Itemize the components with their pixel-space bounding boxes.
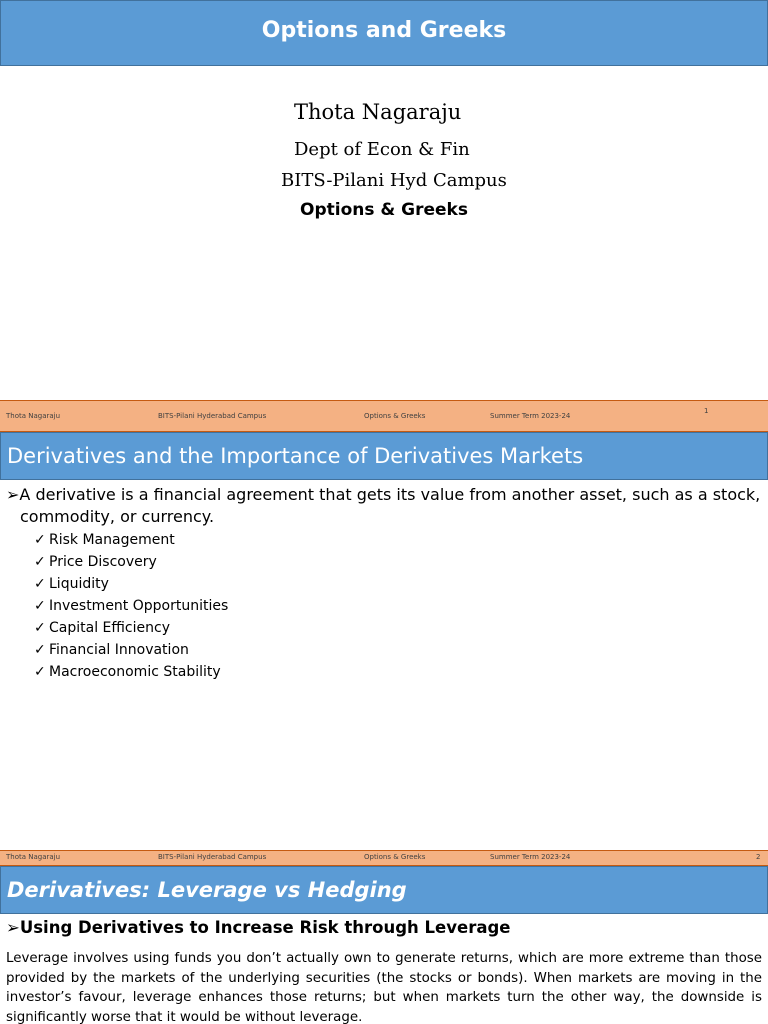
checkmark-icon: ✓ xyxy=(34,620,46,636)
main-bullet xyxy=(6,484,768,528)
benefits-list xyxy=(34,529,228,683)
footer-campus: BITS-Pilani Hyderabad Campus xyxy=(158,853,267,861)
leverage-slide xyxy=(0,866,768,1024)
list-item: ✓ Risk Management xyxy=(34,529,228,551)
slide-title: Derivatives: Leverage vs Hedging xyxy=(7,878,407,902)
department: Dept of Econ & Fin xyxy=(294,139,470,160)
title-slide xyxy=(0,0,768,400)
slide-footer xyxy=(0,850,768,866)
footer-campus: BITS-Pilani Hyderabad Campus xyxy=(158,412,267,420)
footer-term: Summer Term 2023-24 xyxy=(490,412,571,420)
slide-footer xyxy=(0,400,768,432)
checkmark-icon: ✓ xyxy=(34,598,46,614)
list-item: ✓ Investment Opportunities xyxy=(34,595,228,617)
slide-title: Derivatives and the Importance of Derivatives Markets xyxy=(7,444,584,468)
slide-title-bar xyxy=(0,432,768,480)
arrow-bullet-icon: ➢ xyxy=(6,485,20,504)
footer-term: Summer Term 2023-24 xyxy=(490,853,571,861)
checkmark-icon: ✓ xyxy=(34,576,46,592)
section-heading xyxy=(6,917,510,939)
derivatives-slide xyxy=(0,432,768,850)
slide-title-bar xyxy=(0,866,768,914)
checkmark-icon: ✓ xyxy=(34,664,46,680)
footer-course: Options & Greeks xyxy=(364,412,426,420)
list-item: ✓ Liquidity xyxy=(34,573,228,595)
main-bullet-text: A derivative is a financial agreement that gets its value from another asset, such as a stock, commodity, or currency. xyxy=(19,485,761,526)
checkmark-icon: ✓ xyxy=(34,554,46,570)
checkmark-icon: ✓ xyxy=(34,532,46,548)
slide-title-bar xyxy=(0,0,768,66)
checkmark-icon: ✓ xyxy=(34,642,46,658)
footer-author: Thota Nagaraju xyxy=(6,412,61,420)
section-heading-text: Using Derivatives to Increase Risk through Leverage xyxy=(19,918,511,937)
author-name: Thota Nagaraju xyxy=(294,100,462,124)
campus: BITS-Pilani Hyd Campus xyxy=(281,170,507,191)
slide-subtitle: Options & Greeks xyxy=(300,200,468,220)
slide-title: Options and Greeks xyxy=(261,18,507,43)
body-paragraph: Leverage involves using funds you don’t actually own to generate returns, which are more extreme than those provided by the markets of the underlying securities (the stocks or bonds). When markets are moving in the investor’s favour, leverage enhances those returns; but when markets turn the other way, the downside is significantly worse that it would be without leverage. xyxy=(6,951,762,1024)
footer-page-number: 1 xyxy=(704,407,709,415)
footer-course: Options & Greeks xyxy=(364,853,426,861)
list-item: ✓ Price Discovery xyxy=(34,551,228,573)
arrow-bullet-icon: ➢ xyxy=(6,918,20,937)
list-item: ✓ Macroeconomic Stability xyxy=(34,661,228,683)
footer-page-number: 2 xyxy=(756,853,761,861)
list-item: ✓ Financial Innovation xyxy=(34,639,228,661)
footer-author: Thota Nagaraju xyxy=(6,853,61,861)
list-item: ✓ Capital Efficiency xyxy=(34,617,228,639)
